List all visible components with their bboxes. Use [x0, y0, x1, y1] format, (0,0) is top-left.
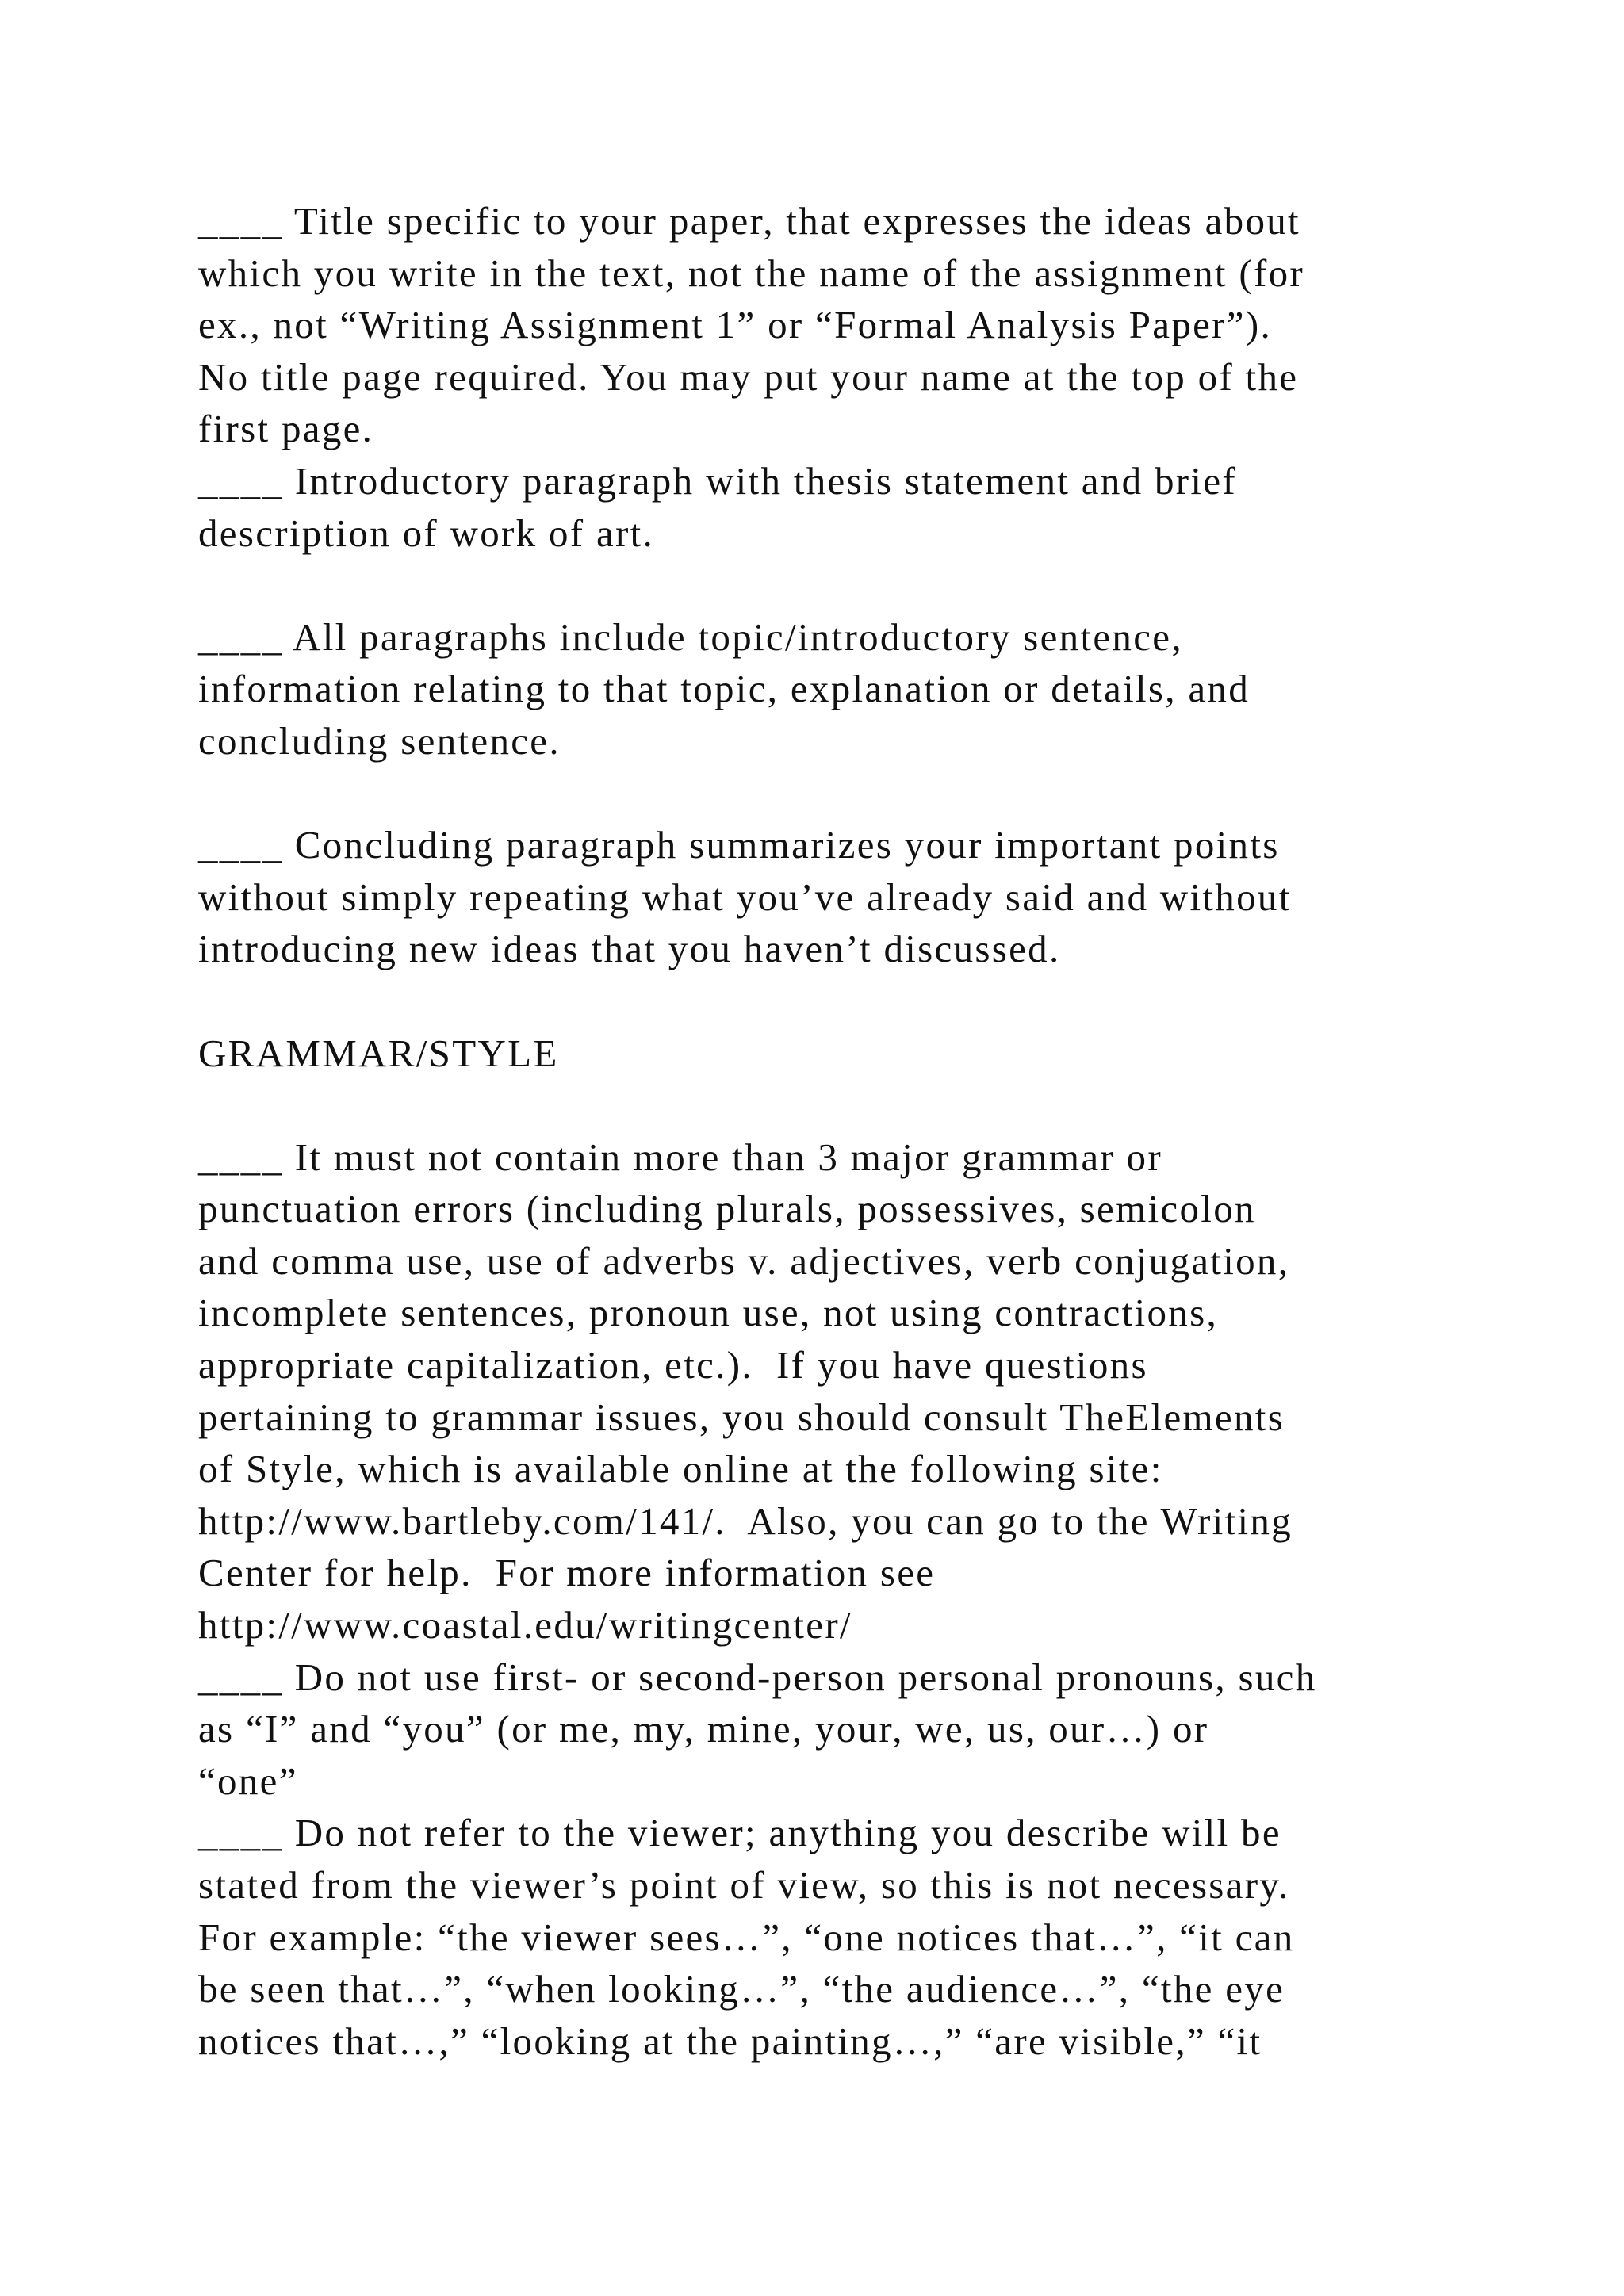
text-line: be seen that…”, “when looking…”, “the audience…”, “the eye [198, 1967, 1285, 2011]
text-line: of Style, which is available online at the following site: [198, 1447, 1163, 1491]
blank-line [198, 975, 1507, 1027]
document-body [198, 195, 1507, 2067]
blank-line [198, 1079, 1507, 1131]
text-line: ____ Concluding paragraph summarizes your important points [198, 823, 1280, 867]
text-line: http://www.coastal.edu/writingcenter/ [198, 1603, 852, 1647]
text-line: appropriate capitalization, etc.). If you have questions [198, 1343, 1148, 1387]
text-line: incomplete sentences, pronoun use, not using contractions, [198, 1291, 1218, 1335]
text-line: ____ All paragraphs include topic/introductory sentence, [198, 614, 1183, 659]
text-line: ____ It must not contain more than 3 major grammar or [198, 1135, 1162, 1179]
text-line: as “I” and “you” (or me, my, mine, your, we, us, our…) or [198, 1707, 1209, 1751]
text-line: ____ Title specific to your paper, that expresses the ideas about [198, 199, 1300, 243]
text-line: For example: “the viewer sees…”, “one notices that…”, “it can [198, 1915, 1295, 1959]
text-line: and comma use, use of adverbs v. adjectives, verb conjugation, [198, 1238, 1290, 1283]
text-line: notices that…,” “looking at the painting…,” “are visible,” “it [198, 2019, 1262, 2063]
text-line: information relating to that topic, explanation or details, and [198, 667, 1251, 711]
text-line: ex., not “Writing Assignment 1” or “Formal Analysis Paper”). [198, 303, 1273, 347]
text-line: ____ Do not refer to the viewer; anything you describe will be [198, 1811, 1281, 1855]
text-line: ____ Do not use first- or second-person personal pronouns, such [198, 1655, 1317, 1699]
text-line: punctuation errors (including plurals, possessives, semicolon [198, 1187, 1256, 1231]
text-line: http://www.bartleby.com/141/. Also, you can go to the Writing [198, 1498, 1293, 1543]
text-line: “one” [198, 1758, 298, 1803]
text-line: ____ Introductory paragraph with thesis statement and brief [198, 458, 1238, 503]
text-line: description of work of art. [198, 511, 655, 555]
text-line: introducing new ideas that you haven’t discussed. [198, 927, 1061, 971]
text-line: which you write in the text, not the name of the assignment (for [198, 251, 1305, 295]
text-line: without simply repeating what you’ve already said and without [198, 874, 1292, 919]
section-heading: GRAMMAR/STYLE [198, 1031, 559, 1075]
text-line: No title page required. You may put your name at the top of the [198, 354, 1299, 399]
text-line: first page. [198, 407, 374, 451]
blank-line [198, 559, 1507, 611]
text-line: Center for help. For more information see [198, 1551, 936, 1595]
text-line: pertaining to grammar issues, you should consult TheElements [198, 1395, 1285, 1439]
text-line: stated from the viewer’s point of view, so this is not necessary. [198, 1863, 1290, 1907]
text-line: concluding sentence. [198, 718, 561, 763]
blank-line [198, 767, 1507, 820]
